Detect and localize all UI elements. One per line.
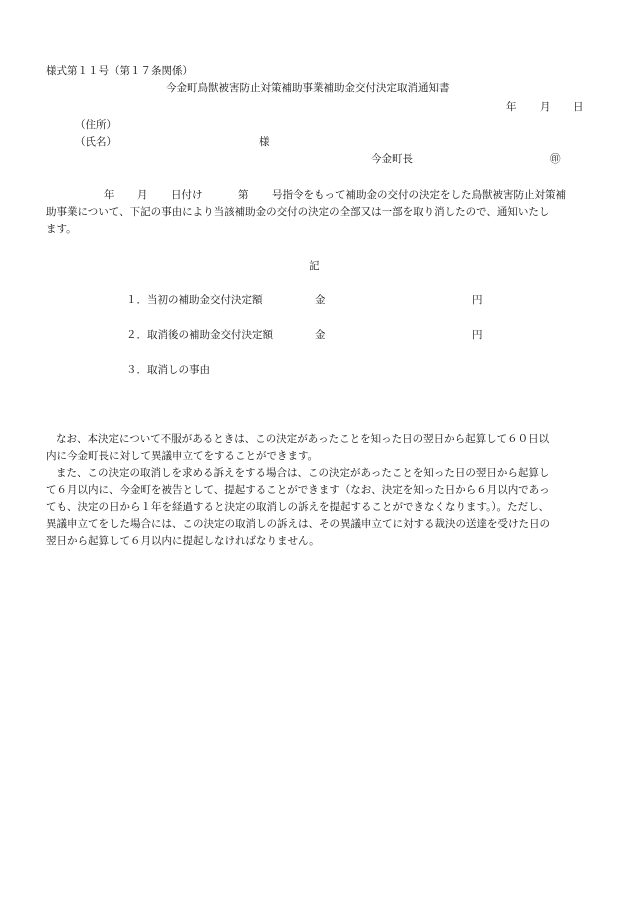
document-title: 今金町鳥獣被害防止対策補助事業補助金交付決定取消通知書 [166,82,450,94]
notice-line: 内に今金町長に対して異議申立てをすることができます。 [46,450,319,462]
notice-line: ても、決定の日から１年を経過すると決定の取消しの訴えを提起することができなくなります。）。ただし、 [46,501,550,513]
honorific: 様 [259,136,270,148]
item-label: １．当初の補助金交付決定額 [126,294,263,306]
notice-line: なお、本決定について不服があるときは、この決定があったことを知った日の翌日から起算して６０日以 [56,433,550,445]
address-label: （住所） [75,119,117,131]
ref-year: 年 [104,189,115,201]
date-month: 月 [540,101,551,113]
kin-label: 金 [315,329,326,341]
name-label: （氏名） [75,136,117,148]
notice-line: また、この決定の取消しを求める訴えをする場合は、この決定があったことを知った日の翌日から起算し [56,467,550,479]
issuer-title: 今金町長 [371,153,413,165]
form-number: 様式第１１号（第１７条関係） [46,65,193,77]
ki-heading: 記 [309,260,320,272]
kin-label: 金 [315,294,326,306]
ref-date: 日付け [171,189,203,201]
yen-label: 円 [472,329,483,341]
item-label: ３．取消しの事由 [126,364,210,376]
body-line-3: ます。 [46,223,77,235]
ref-dai: 第 [238,189,249,201]
date-year: 年 [506,101,517,113]
notice-line: て６月以内に、今金町を被告として、提起することができます（なお、決定を知った日から６月以内であっ [46,484,550,496]
item-label: ２．取消後の補助金交付決定額 [126,329,273,341]
seal-mark: ㊞ [550,153,561,165]
body-line-2: 助事業について、下記の事由により当該補助金の交付の決定の全部又は一部を取り消したので、通知いたし [46,206,550,218]
notice-line: 異議申立てをした場合には、この決定の取消しの訴えは、その異議申立てに対する裁決の送達を受けた日の [46,518,550,530]
ref-rest: 号指令をもって補助金の交付の決定をした鳥獣被害防止対策補 [272,189,566,201]
ref-month: 月 [137,189,148,201]
yen-label: 円 [472,294,483,306]
date-day: 日 [573,101,584,113]
notice-line: 翌日から起算して６月以内に提起しなければなりません。 [46,535,320,547]
